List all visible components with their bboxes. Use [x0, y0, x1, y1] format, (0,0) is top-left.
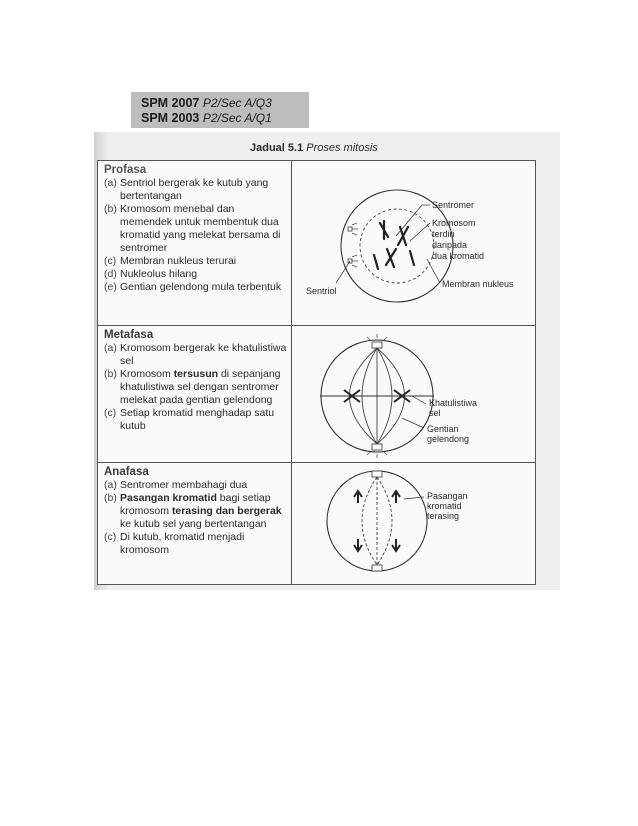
- step-marker: (d): [104, 268, 117, 280]
- phase-heading: Profasa: [104, 164, 147, 176]
- step-text: Setiap kromatid menghadap satu kutub: [120, 407, 275, 432]
- step-text-bold: terasing dan bergerak: [171, 505, 282, 517]
- step-text-bold: tersusun: [173, 368, 219, 380]
- leader-line: [396, 205, 422, 236]
- spindle-fibres: [362, 477, 392, 565]
- leader-line: [427, 259, 440, 283]
- step-text: Kromosom bergerak ke khatulistiwa sel: [120, 342, 287, 367]
- label-kromosom: Kromosom: [432, 218, 476, 228]
- chromosomes: [374, 221, 414, 269]
- mitosis-table: [97, 160, 536, 585]
- exam-section: P2/Sec A/Q3: [202, 96, 272, 110]
- phase-steps: [104, 479, 287, 557]
- centriole: [372, 444, 382, 450]
- phase-figure-cell: [292, 326, 536, 463]
- centriole: [372, 471, 382, 477]
- phase-text-cell: [98, 463, 292, 585]
- anafasa-diagram: [292, 463, 536, 585]
- phase-text-cell: [98, 326, 292, 463]
- step-marker: (e): [104, 281, 117, 293]
- step-text: ke kutub sel yang bertentangan: [120, 518, 267, 530]
- exam-reference-2: [141, 111, 309, 126]
- spindle-fibre: [377, 477, 392, 565]
- exam-code: SPM 2003: [141, 111, 200, 125]
- aster-ray: [367, 452, 387, 458]
- chromatid: [354, 491, 362, 503]
- leader-lines: [402, 396, 426, 428]
- label-sentromer: Sentromer: [432, 200, 475, 210]
- table-row-profasa: [98, 161, 536, 326]
- step-item: [104, 531, 287, 557]
- chromosome: [374, 255, 378, 269]
- label-khatulistiwa: Khatulistiwa: [429, 398, 478, 408]
- label-pasangan-kromatid: kromatid: [427, 501, 462, 511]
- step-marker: (b): [104, 368, 117, 380]
- chromatid: [354, 539, 362, 551]
- phase-heading: Anafasa: [104, 466, 149, 478]
- step-text: Di kutub, kromatid menjadi kromosom: [120, 531, 245, 556]
- caption-label: Jadual 5.1: [250, 142, 304, 154]
- label-pasangan-kromatid: Pasangan: [427, 491, 468, 501]
- step-text: Membran nukleus terurai: [120, 255, 237, 267]
- step-item: [104, 407, 287, 433]
- step-text: Gentian gelendong mula terbentuk: [120, 281, 282, 293]
- cell-membrane: [327, 471, 427, 571]
- table-caption: [250, 142, 378, 154]
- step-item: [104, 368, 287, 407]
- centriole: [372, 342, 382, 348]
- step-item: [104, 177, 287, 203]
- leader-line: [410, 223, 430, 241]
- step-text: Sentriol bergerak ke kutub yang bertentangan: [120, 177, 269, 202]
- step-item: [104, 492, 287, 531]
- leader-line: [412, 396, 426, 404]
- chromosome: [380, 221, 388, 239]
- table-row-anafasa: [98, 463, 536, 585]
- metafasa-diagram: [292, 326, 536, 463]
- centrioles: [372, 471, 382, 571]
- label-kromosom: dua kromatid: [432, 251, 485, 261]
- step-item: [104, 255, 287, 268]
- label-gentian-gelendong: Gentian: [427, 424, 459, 434]
- exam-code: SPM 2007: [141, 96, 200, 110]
- chromosome: [410, 251, 414, 265]
- step-marker: (c): [104, 407, 117, 419]
- step-item: [104, 342, 287, 368]
- spindle-fibre: [362, 477, 377, 565]
- step-marker: (a): [104, 479, 117, 491]
- step-text: Nukleolus hilang: [120, 268, 198, 280]
- step-marker: (b): [104, 203, 117, 215]
- leader-line: [402, 418, 424, 428]
- step-text: Sentromer membahagi dua: [120, 479, 248, 491]
- step-marker: (c): [104, 531, 117, 543]
- aster-ray: [352, 255, 358, 267]
- label-sentriol: Sentriol: [306, 286, 337, 296]
- step-text: Kromosom menebal dan memendek untuk membentuk dua kromatid yang melekat bersama di sentromer: [120, 203, 281, 254]
- profasa-diagram: [292, 161, 536, 326]
- exam-reference-box: [131, 92, 309, 128]
- step-item: [104, 268, 287, 281]
- chromatid: [392, 539, 400, 551]
- table-row-metafasa: [98, 326, 536, 463]
- chromatid: [392, 491, 400, 503]
- step-item: [104, 479, 287, 492]
- step-marker: (a): [104, 177, 117, 189]
- exam-reference-1: [141, 96, 309, 111]
- nuclear-membrane: [360, 209, 434, 283]
- exam-section: P2/Sec A/Q1: [202, 111, 272, 125]
- label-kromosom: daripada: [432, 240, 468, 250]
- phase-heading: Metafasa: [104, 329, 154, 341]
- caption-title: Proses mitosis: [306, 142, 378, 154]
- step-marker: (a): [104, 342, 117, 354]
- phase-text-cell: [98, 161, 292, 326]
- step-marker: (c): [104, 255, 117, 267]
- chromosome: [386, 249, 396, 267]
- phase-steps: [104, 342, 287, 433]
- phase-figure-cell: [292, 463, 536, 585]
- step-marker: (b): [104, 492, 117, 504]
- label-kromosom: terdiri: [432, 229, 455, 239]
- step-text: di sepanjang khatulistiwa sel dengan sentromer melekat pada gentian gelendong: [120, 368, 281, 406]
- label-membran-nukleus: Membran nukleus: [442, 279, 514, 289]
- centriole: [372, 565, 382, 571]
- phase-figure-cell: [292, 161, 536, 326]
- centriole: [348, 227, 352, 231]
- chromosome: [398, 227, 408, 245]
- label-gentian-gelendong: gelendong: [427, 434, 470, 444]
- centriole-left: [348, 223, 358, 267]
- label-khatulistiwa: sel: [429, 408, 441, 418]
- step-text-bold: Pasangan kromatid: [120, 492, 217, 504]
- step-item: [104, 203, 287, 255]
- label-pasangan-kromatid: terasing: [427, 511, 460, 521]
- step-text: bagi setiap kromosom: [120, 492, 271, 517]
- aster-ray: [367, 334, 387, 340]
- aster-ray: [352, 223, 358, 235]
- step-item: [104, 281, 287, 294]
- step-text: Kromosom: [120, 368, 174, 380]
- phase-steps: [104, 177, 287, 294]
